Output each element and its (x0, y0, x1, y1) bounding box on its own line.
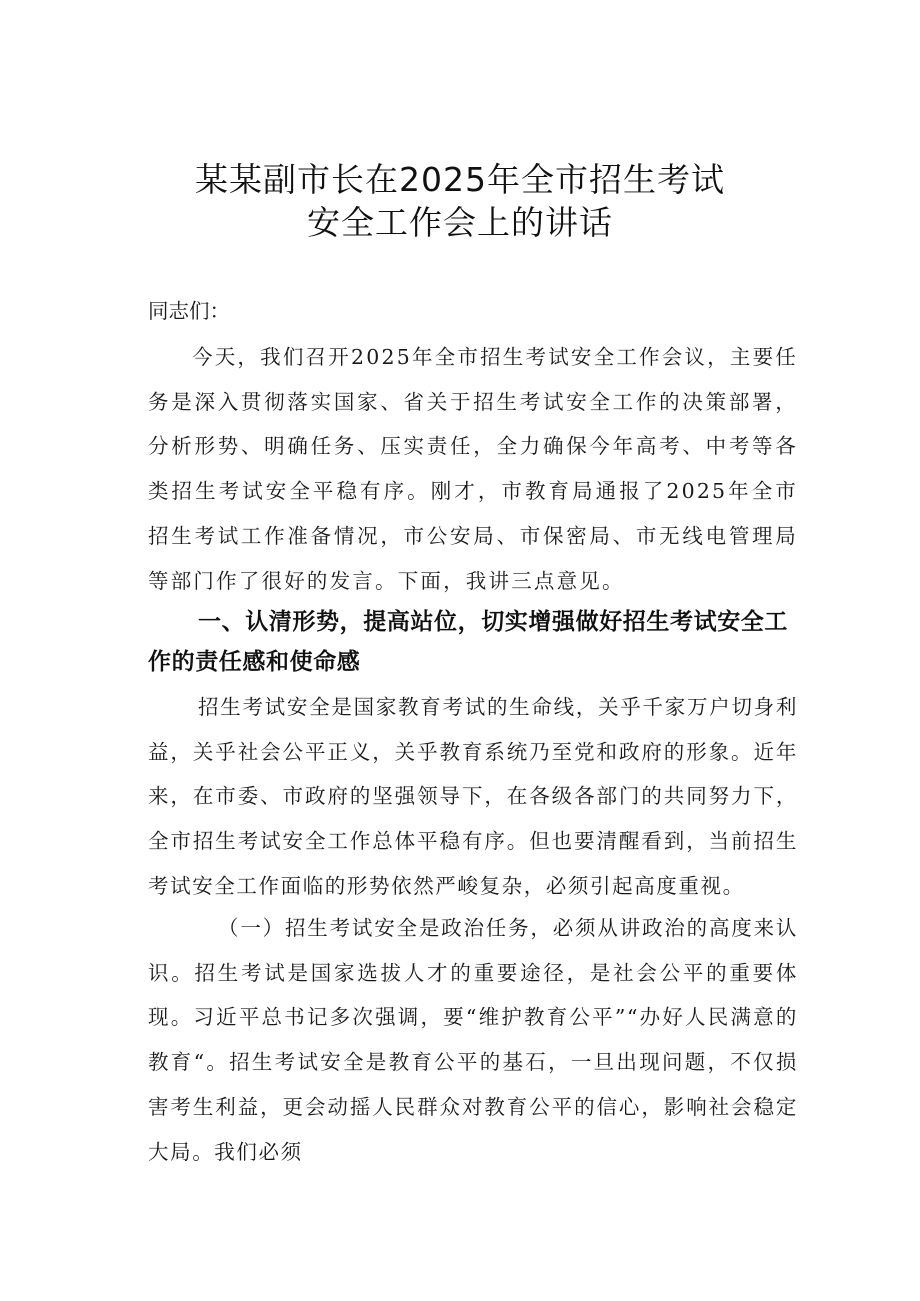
salutation: 同志们： (148, 299, 230, 323)
body-paragraph-subsection-1: （一）招生考试安全是政治任务，必须从讲政治的高度来认识。招生考试是国家选拔人才的重要途径，是社会公平的重要体现。习近平总书记多次强调，要“维护教育公平”“办好人民满意的教育“。招生考试安全是教育公平的基石，一旦出现问题，不仅损害考生利益，更会动摇人民群众对教育公平的信心，影响社会稳定大局。我们必须 (148, 916, 798, 1164)
body-paragraph-situation: 招生考试安全是国家教育考试的生命线，关乎千家万户切身利益，关乎社会公平正义，关乎教育系统乃至党和政府的形象。近年来，在市委、市政府的坚强领导下，在各级各部门的共同努力下，全市招生考试安全工作总体平稳有序。但也要清醒看到，当前招生考试安全工作面临的形势依然严峻复杂，必须引起高度重视。 (148, 695, 798, 898)
body-paragraph-intro: 今天，我们召开2025年全市招生考试安全工作会议，主要任务是深入贯彻落实国家、省关于招生考试安全工作的决策部署，分析形势、明确任务、压实责任，全力确保今年高考、中考等各类招生考试安全平稳有序。刚才，市教育局通报了2025年全市招生考试工作准备情况，市公安局、市保密局、市无线电管理局等部门作了很好的发言。下面，我讲三点意见。 (148, 345, 798, 593)
document-title-line-1: 某某副市长在2025年全市招生考试 (195, 160, 725, 199)
section-heading-1: 一、认清形势，提高站位，切实增强做好招生考试安全工作的责任感和使命感 (148, 609, 788, 675)
document-title-line-2: 安全工作会上的讲话 (307, 203, 613, 242)
